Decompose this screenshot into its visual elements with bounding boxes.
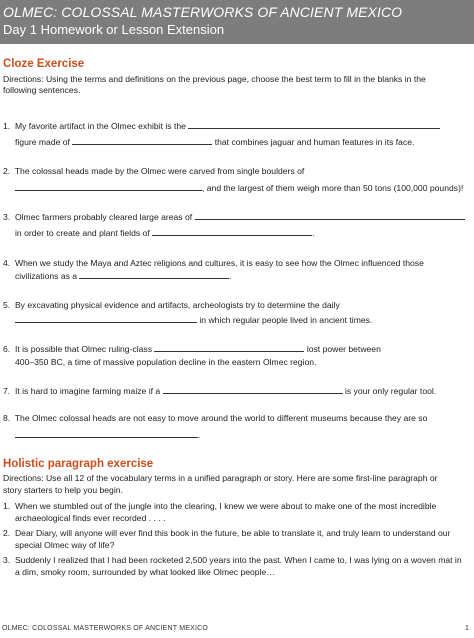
question-8 [3,413,427,424]
starter-number: 2. [3,528,11,538]
holistic-directions-line1: Directions: Use all 12 of the vocabulary terms in a unified paragraph or story. Here are some first-line paragraph or [3,473,438,483]
question-text: When we study the Maya and Aztec religions and cultures, it is easy to see how the Olmec influenced those [14,258,424,268]
answer-blank[interactable] [152,227,315,238]
question-number: 2. [3,166,11,176]
question-text: 400–350 BC, a time of massive population decline in the eastern Olmec region. [15,357,317,367]
question-text: , and the largest of them weigh more than 50 tons (100,000 pounds)! [202,183,464,193]
answer-blank[interactable] [72,136,212,145]
holistic-heading: Holistic paragraph exercise [3,458,154,470]
question-2 [3,166,304,177]
question-text: in order to create and plant fields of [15,228,150,238]
question-3 [3,211,465,223]
answer-blank[interactable] [154,343,304,352]
starter-3 [3,555,462,566]
question-text: The Olmec colossal heads are not easy to move around the world to different museums because they are so [14,413,428,423]
question-2-cont [15,182,463,194]
starter-text: Suddenly I realized that I had been rocketed 2,500 years into the past. When I came to, I was lying on a woven mat in [14,555,462,565]
question-text: It is possible that Olmec ruling-class [14,344,153,354]
question-7 [3,385,436,397]
starter-1 [3,501,436,512]
answer-blank[interactable] [79,270,232,281]
question-text: By excavating physical evidence and artifacts, archeologists try to determine the daily [14,300,340,310]
page-number: 1 [465,625,469,632]
cloze-directions-line1: Directions: Using the terms and definitions on the previous page, choose the best term to fill in the blanks in the [3,74,426,84]
starter-number: 1. [3,501,11,511]
question-number: 3. [3,212,11,222]
question-text: It is hard to imagine farming maize if a [14,386,161,396]
question-text: in which regular people lived in ancient times. [199,315,373,325]
page-footer: OLMEC: COLOSSAL MASTERWORKS OF ANCIENT MEXICO [2,625,209,632]
question-1-cont [15,136,414,148]
question-text: The colossal heads made by the Olmec were carved from single boulders of [14,166,305,176]
question-text: figure made of [15,137,70,147]
question-6-cont [15,357,316,368]
question-number: 6. [3,344,11,354]
question-5 [3,300,340,311]
answer-blank[interactable] [188,120,440,129]
page-title: OLMEC: COLOSSAL MASTERWORKS OF ANCIENT MEXICO [3,4,403,20]
question-5-cont [15,314,372,326]
page-header [0,0,474,44]
answer-blank[interactable] [15,429,201,440]
answer-blank[interactable] [15,182,202,191]
page-subtitle: Day 1 Homework or Lesson Extension [3,22,225,37]
question-text: lost power between [306,344,381,354]
question-text: that combines jaguar and human features in its face. [214,137,415,147]
question-text: civilizations as a [15,271,78,281]
question-text: My favorite artifact in the Olmec exhibit is the [14,121,186,131]
punctuation: . [229,271,232,281]
question-6 [3,343,381,355]
cloze-heading: Cloze Exercise [3,58,85,70]
holistic-directions-line2: story starters to help you begin. [3,485,123,495]
question-8-cont [15,429,200,441]
question-text: is your only regular tool. [344,386,437,396]
question-number: 7. [3,386,11,396]
question-number: 1. [3,121,11,131]
question-text: Olmec farmers probably cleared large areas of [14,212,193,222]
starter-1-cont: archaeological finds ever recorded . . . . [15,513,166,523]
answer-blank[interactable] [15,314,197,323]
question-4 [3,258,424,269]
starter-number: 3. [3,555,11,565]
cloze-directions-line2: following sentences. [3,85,81,95]
starter-2-cont: special Olmec way of life? [15,540,115,550]
question-number: 8. [3,413,11,423]
starter-3-cont: a dim, smoky room, surrounded by what looked like Olmec people… [15,567,275,577]
question-3-cont [15,227,315,239]
starter-text: When we stumbled out of the jungle into the clearing, I knew we were about to make one of the most incredible [14,501,437,511]
question-4-cont [15,270,232,282]
answer-blank[interactable] [195,211,465,220]
punctuation: . [312,228,315,238]
question-number: 5. [3,300,11,310]
question-number: 4. [3,258,11,268]
starter-2 [3,528,450,539]
question-1 [3,120,440,132]
starter-text: Dear Diary, will anyone will ever find this book in the future, be able to translate it, and truly learn to understand our [14,528,451,538]
answer-blank[interactable] [163,385,343,394]
punctuation: . [198,430,201,440]
